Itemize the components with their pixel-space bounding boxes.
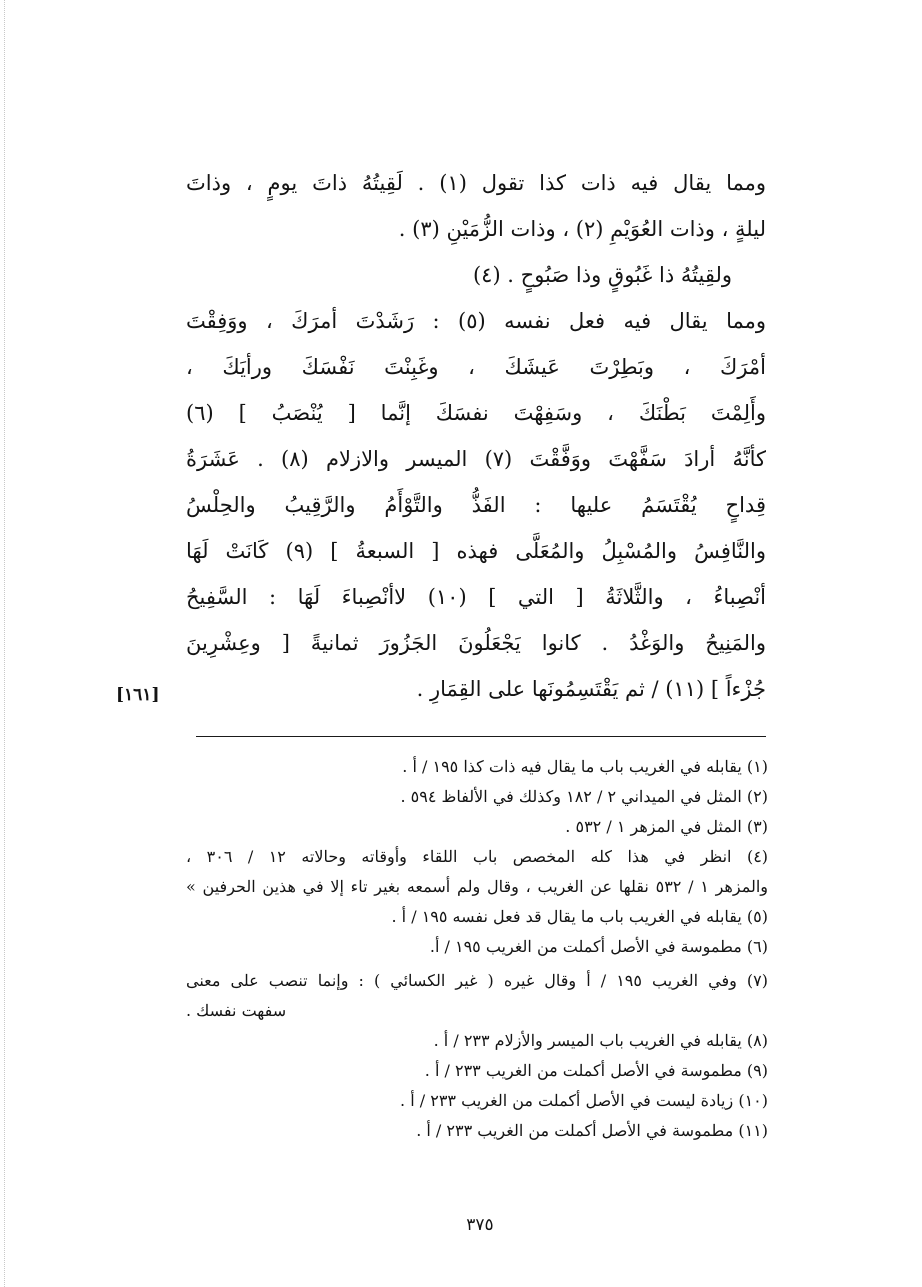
text-line: وأَلِمْتَ بَطْنَكَ ، وسَفِهْتَ نفسَكَ إنَّما [ يُنْصَبُ ] (٦) [186, 401, 766, 425]
main-text [186, 160, 766, 712]
footnote: (٩) مطموسة في الأصل أكملت من الغريب ٢٣٣ / أ . [424, 1061, 768, 1080]
footnote: (١) يقابله في الغريب باب ما يقال فيه ذات كذا ١٩٥ / أ . [402, 757, 768, 776]
page-number: ٣٧٥ [466, 1215, 494, 1235]
footnote: (٧) وفي الغريب ١٩٥ / أ وقال غيره ( غير الكسائي ) : وإنما تنصب على معنى [186, 971, 768, 990]
footnote: (٥) يقابله في الغريب باب ما يقال قد فعل نفسه ١٩٥ / أ . [391, 907, 768, 926]
text-line: جُزْءاً ] (١١) / ثم يَقْتَسِمُونَها على القِمَارِ . [416, 677, 766, 701]
scan-edge-mark [4, 0, 5, 1287]
footnote: (٦) مطموسة في الأصل أكملت من الغريب ١٩٥ / أ. [429, 937, 768, 956]
footnote: (٤) انظر في هذا كله المخصص باب اللقاء وأوقاته وحالاته ١٢ / ٣٠٦ ، [186, 847, 769, 866]
footnote-continuation: سفهت نفسك . [186, 1001, 287, 1020]
text-line: والنَّافِسُ والمُسْبِلُ والمُعَلَّى فهذه [ السبعةُ ] (٩) كَانَتْ لَهَا [186, 539, 766, 563]
text-line: ولقِيتُهُ ذا غَبُوقٍ وذا صَبُوحٍ . (٤) [472, 263, 732, 287]
text-line: ليلةٍ ، وذات العُوَيْمِ (٢) ، وذات الزُّمَيْنِ (٣) . [398, 217, 766, 241]
footnotes [186, 752, 768, 1146]
footnote: (٣) المثل في المزهر ١ / ٥٣٢ . [565, 817, 768, 836]
text-line: قِداحٍ يُقْتَسَمُ عليها : الفَذُّ والتَّوْأَمُ والرَّقِيبُ والحِلْسُ [186, 493, 766, 517]
text-line: أمْرَكَ ، وبَطِرْتَ عَيشَكَ ، وغَبِنْتَ نَفْسَكَ ورأيَكَ ، [186, 355, 766, 379]
text-line: كأنَّهُ أرادَ سَفَّهْتَ ووَفَّقْتَ (٧) الميسر والازلام (٨) . عَشَرَةُ [186, 447, 766, 471]
text-line: ومما يقال فيه ذات كذا تقول (١) . لَقِيتُهُ ذاتَ يومٍ ، وذاتَ [186, 171, 766, 195]
manuscript-folio-reference: [١٦١] [116, 685, 160, 705]
text-line: والمَنِيحُ والوَغْدُ . كانوا يَجْعَلُونَ الجَزُورَ ثمانيةً [ وعِشْرِينَ [186, 631, 766, 655]
footnote: (١٠) زيادة ليست في الأصل أكملت من الغريب ٢٣٣ / أ . [400, 1091, 768, 1110]
footnote-continuation: والمزهر ١ / ٥٣٢ نقلها عن الغريب ، وقال ولم أسمعه بغير تاء إلا في هذين الحرفين » [186, 877, 768, 896]
text-line: ومما يقال فيه فعل نفسه (٥) : رَشَدْتَ أمرَكَ ، ووَفِقْتَ [186, 309, 767, 333]
footnote-divider [196, 736, 766, 737]
footnote: (٨) يقابله في الغريب باب الميسر والأزلام ٢٣٣ / أ . [433, 1031, 768, 1050]
text-line: أنْصِباءُ ، والثَّلاثَةُ [ التي ] (١٠) لاأنْصِباءَ لَهَا : السَّفِيحُ [186, 585, 767, 609]
footnote: (١١) مطموسة في الأصل أكملت من الغريب ٢٣٣ / أ . [416, 1121, 768, 1140]
footnote: (٢) المثل في الميداني ٢ / ١٨٢ وكذلك في الألفاظ ٥٩٤ . [400, 787, 768, 806]
